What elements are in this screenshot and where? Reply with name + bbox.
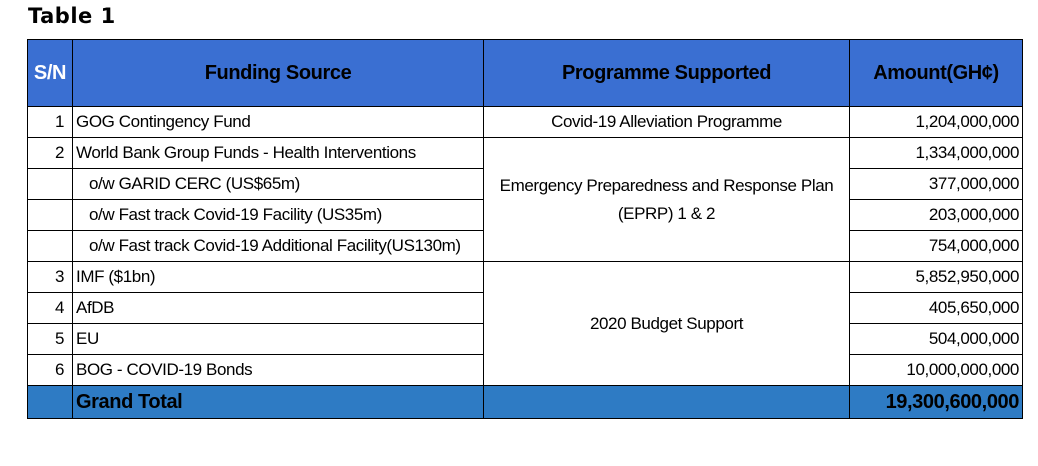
row-sn: 5	[28, 324, 73, 355]
row-funding-source: World Bank Group Funds - Health Interventions	[73, 138, 484, 169]
programme-budget-support: 2020 Budget Support	[484, 262, 850, 386]
table-row	[28, 262, 1023, 293]
row-amount: 754,000,000	[850, 231, 1023, 262]
row-sn	[28, 200, 73, 231]
grand-total-row	[28, 386, 1023, 419]
header-funding-source: Funding Source	[73, 40, 484, 107]
row-amount: 10,000,000,000	[850, 355, 1023, 386]
row-funding-source: IMF ($1bn)	[73, 262, 484, 293]
row-amount: 405,650,000	[850, 293, 1023, 324]
row-sn	[28, 169, 73, 200]
table-row	[28, 107, 1023, 138]
programme-eprp	[484, 138, 850, 262]
row-sn: 4	[28, 293, 73, 324]
row-funding-source: BOG - COVID-19 Bonds	[73, 355, 484, 386]
programme-eprp-line2: (EPRP) 1 & 2	[617, 203, 716, 223]
row-amount: 504,000,000	[850, 324, 1023, 355]
grand-total-amount: 19,300,600,000	[850, 386, 1023, 419]
grand-total-label: Grand Total	[73, 386, 484, 419]
table-row	[28, 138, 1023, 169]
row-funding-source: AfDB	[73, 293, 484, 324]
row-funding-source: o/w Fast track Covid-19 Facility (US35m)	[73, 200, 484, 231]
header-programme-supported: Programme Supported	[484, 40, 850, 107]
row-funding-source: GOG Contingency Fund	[73, 107, 484, 138]
row-sn: 2	[28, 138, 73, 169]
row-funding-source: EU	[73, 324, 484, 355]
funding-table	[27, 39, 1023, 419]
row-funding-source: o/w Fast track Covid-19 Additional Facility(US130m)	[73, 231, 484, 262]
row-amount: 5,852,950,000	[850, 262, 1023, 293]
row-sn: 6	[28, 355, 73, 386]
header-sn: S/N	[28, 40, 73, 107]
total-programme-cell	[484, 386, 850, 419]
row-amount: 1,334,000,000	[850, 138, 1023, 169]
row-amount: 1,204,000,000	[850, 107, 1023, 138]
programme-covid-alleviation: Covid-19 Alleviation Programme	[484, 107, 850, 138]
header-amount: Amount(GH¢)	[850, 40, 1023, 107]
row-amount: 203,000,000	[850, 200, 1023, 231]
row-funding-source: o/w GARID CERC (US$65m)	[73, 169, 484, 200]
row-sn	[28, 231, 73, 262]
row-sn: 1	[28, 107, 73, 138]
row-sn: 3	[28, 262, 73, 293]
total-sn-cell	[28, 386, 73, 419]
programme-eprp-line1: Emergency Preparedness and Response Plan	[499, 175, 834, 195]
table-caption: Table 1	[28, 4, 116, 28]
row-amount: 377,000,000	[850, 169, 1023, 200]
header-row	[28, 40, 1023, 107]
